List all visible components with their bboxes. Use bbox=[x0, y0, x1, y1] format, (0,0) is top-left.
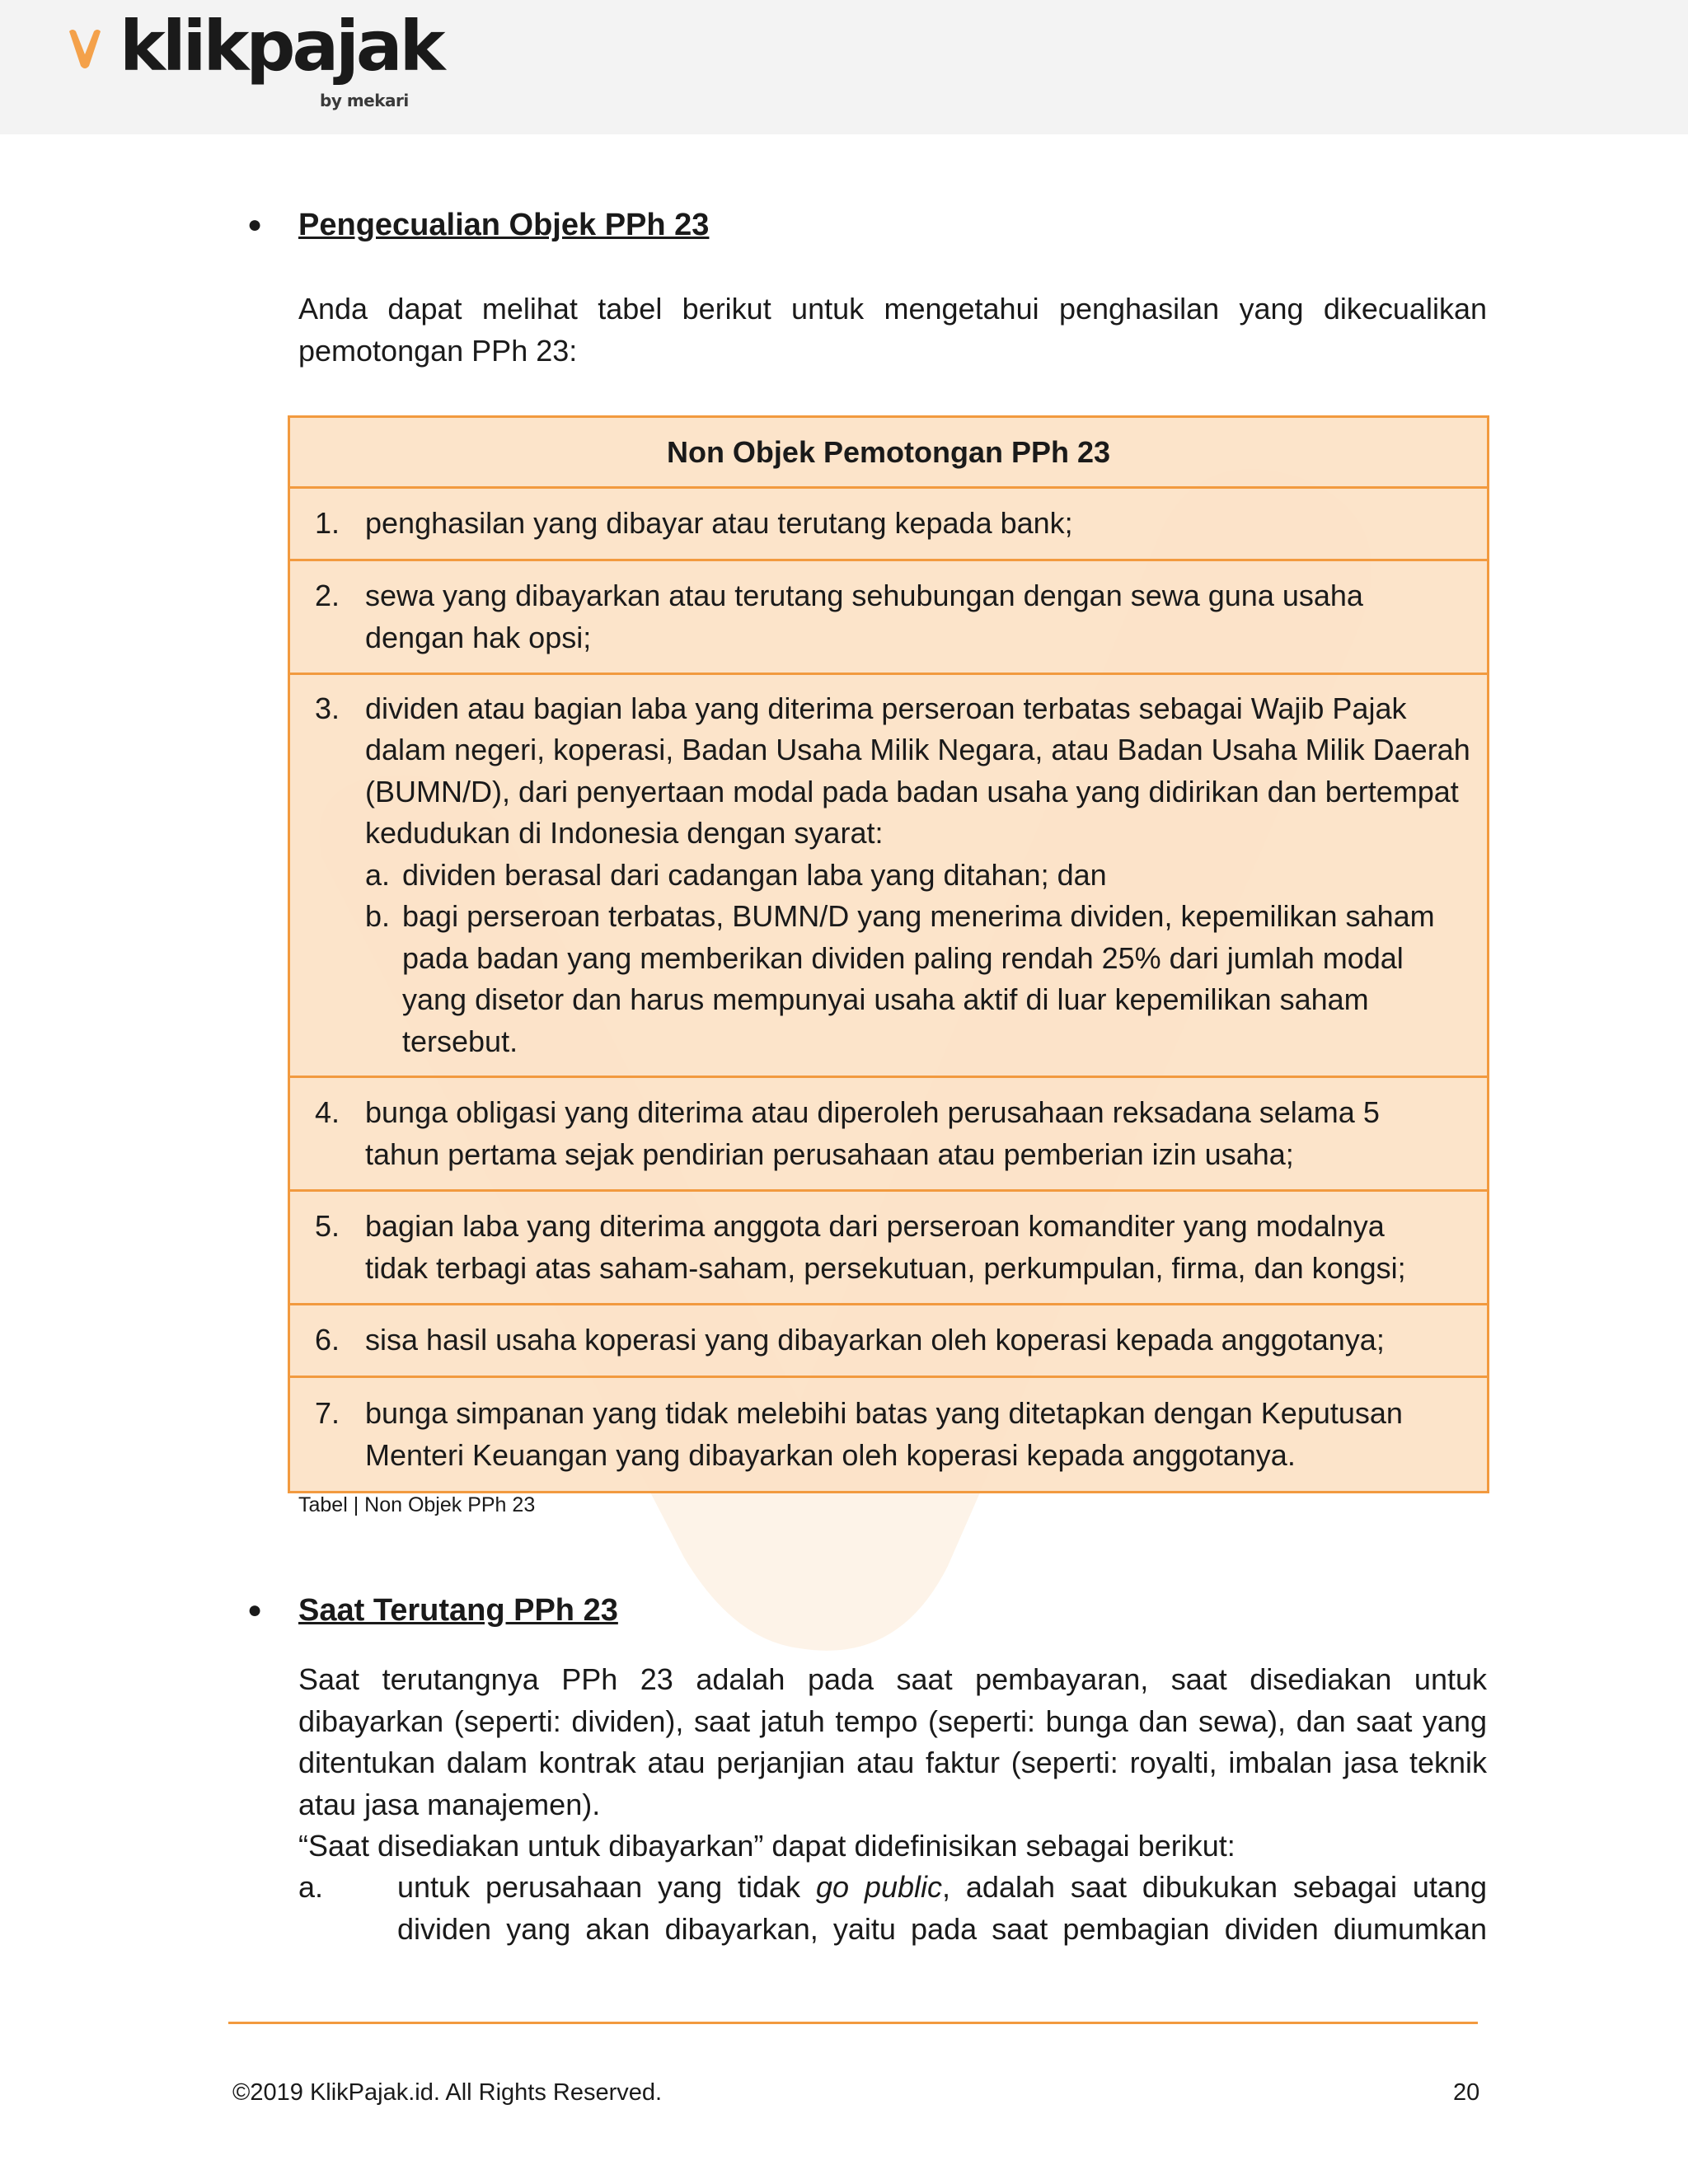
non-objek-table bbox=[288, 415, 1489, 1493]
table-row: 1. penghasilan yang dibayar atau terutang kepada bank; bbox=[290, 489, 1487, 561]
intro-paragraph: Anda dapat melihat tabel berikut untuk mengetahui penghasilan yang dikecualikan pemotongan PPh 23: bbox=[298, 292, 1487, 368]
page-header bbox=[0, 0, 1688, 134]
table-row: 6. sisa hasil usaha koperasi yang dibayarkan oleh koperasi kepada anggotanya; bbox=[290, 1305, 1487, 1378]
page-number: 20 bbox=[1453, 2079, 1480, 2106]
table-row: 2. sewa yang dibayarkan atau terutang sehubungan dengan sewa guna usaha dengan hak opsi; bbox=[290, 561, 1487, 675]
brand-logo-text: klikpajak bbox=[120, 6, 443, 87]
table-caption: Tabel | Non Objek PPh 23 bbox=[298, 1493, 536, 1516]
sub-item-a: a. dividen berasal dari cadangan laba yang ditahan; dan bbox=[365, 857, 1107, 892]
sub-item-b: b. bagi perseroan terbatas, BUMN/D yang menerima dividen, kepemilikan saham pada badan yang memberikan dividen paling rendah 25% dari jumlah modal yang disetor dan harus mempunyai usaha aktif di luar kepemilikan saham tersebut. bbox=[365, 899, 1435, 1058]
bullet-icon: ● bbox=[247, 1596, 263, 1624]
saat-terutang-paragraph: Saat terutangnya PPh 23 adalah pada saat pembayaran, saat disediakan untuk dibayarkan (seperti: dividen), saat jatuh tempo (seperti: bunga dan sewa), dan saat yang ditentukan dalam kontrak atau perjanjian atau faktur (seperti: royalti, imbalan jasa teknik atau jasa manajemen). “Saat disediakan untuk dibayarkan” dapat didefinisikan sebagai berikut: bbox=[298, 1662, 1487, 1863]
klikpajak-check-logo-icon bbox=[64, 25, 106, 71]
footer-divider bbox=[228, 2022, 1478, 2024]
bullet-icon: ● bbox=[247, 211, 263, 238]
table-header: Non Objek Pemotongan PPh 23 bbox=[290, 418, 1487, 489]
table-row: 5. bagian laba yang diterima anggota dari perseroan komanditer yang modalnya tidak terbagi atas saham-saham, persekutuan, perkumpulan, firma, dan kongsi; bbox=[290, 1192, 1487, 1305]
table-row: 4. bunga obligasi yang diterima atau diperoleh perusahaan reksadana selama 5 tahun pertama sejak pendirian perusahaan atau pemberian izin usaha; bbox=[290, 1078, 1487, 1192]
table-row: 3. dividen atau bagian laba yang diterima perseroan terbatas sebagai Wajib Pajak dalam negeri, koperasi, Badan Usaha Milik Negara, atau Badan Usaha Milik Daerah (BUMN/D), dari penyertaan modal pada badan usaha yang didirikan dan bertempat kedudukan di Indonesia dengan syarat: a. dividen berasal dari cadangan laba yang ditahan; dan b. bagi perseroan terbatas, BUMN/D yang menerima dividen, kepemilikan saham pada badan yang memberikan dividen paling rendah 25% dari jumlah modal yang disetor dan harus mempunyai usaha aktif di luar kepemilikan saham tersebut. bbox=[290, 675, 1487, 1078]
table-row: 7. bunga simpanan yang tidak melebihi batas yang ditetapkan dengan Keputusan Menteri Keuangan yang dibayarkan oleh koperasi kepada anggotanya. bbox=[315, 1396, 1403, 1472]
footer-copyright: ©2019 KlikPajak.id. All Rights Reserved. bbox=[232, 2079, 663, 2106]
brand-sub-text: by mekari bbox=[320, 91, 409, 110]
